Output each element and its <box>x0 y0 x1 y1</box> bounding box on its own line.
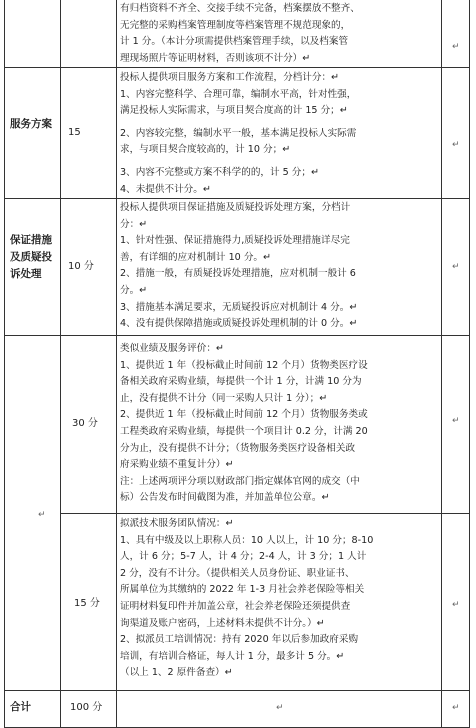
cell-end-mark: ↵ <box>452 262 460 272</box>
row-divider <box>4 690 470 691</box>
content-line: 2、拟派员工培训情况：持有 2020 年以后参加政府采购 <box>120 634 359 646</box>
content-line: 4、未提供不计分。↵ <box>120 183 211 195</box>
content-line: 人，计 6 分；5-7 人，计 4 分；2-4 人，计 3 分；1 人计 <box>120 551 367 563</box>
content-line: 求，与项目契合度较高的，计 10 分；↵ <box>120 144 291 156</box>
content-line: （以上 1、2 原件备查）↵ <box>120 667 233 679</box>
content-line: 备相关政府采购业绩，每提供一个计 1 分，计满 10 分为 <box>120 376 362 388</box>
content-line: 计 1 分。（本计分项需提供档案管理手续，以及档案管 <box>120 36 349 48</box>
content-line: 3、内容不完整或方案不科学的的，计 5 分；↵ <box>120 166 320 178</box>
table-divider-score <box>116 0 117 728</box>
cell-end-mark: ↵ <box>452 600 460 610</box>
content-line: 2、内容较完整，编制水平一般，基本满足投标人实际需 <box>120 127 357 139</box>
total-label: 合计 <box>10 701 31 713</box>
row-divider <box>4 67 470 68</box>
content-line: 1、针对性强、保证措施得力,质疑投诉处理措施详尽完 <box>120 235 350 247</box>
content-line: 询渠道及账户密码，上述材料未提供不计分。）↵ <box>120 617 325 629</box>
content-line: 投标人提供项目保证措施及质疑投诉处理方案，分档计 <box>120 202 351 213</box>
content-line: 府采购业绩不重复计分）↵ <box>120 459 234 471</box>
row-divider-partial <box>60 513 470 514</box>
score-value: 10 分 <box>68 261 94 272</box>
cell-end-mark: ↵ <box>452 703 460 713</box>
content-line: 证明材料复印件并加盖公章，社会养老保险还须提供查 <box>120 600 351 612</box>
content-line: 培训，有培训合格证，每人计 1 分，最多计 5 分。↵ <box>120 650 345 662</box>
total-score: 100 分 <box>70 702 103 713</box>
content-line: 1、内容完整科学、合理可靠，编制水平高，针对性强， <box>120 88 357 100</box>
score-value: 15 <box>68 127 81 138</box>
cell-end-mark: ↵ <box>38 510 46 520</box>
content-line: 2、措施一般，有质疑投诉处理措施，应对机制一般计 6 <box>120 268 356 280</box>
content-line: 工程类政府采购业绩，每提供一个项目计 0.2 分，计满 20 <box>120 425 368 437</box>
content-cell <box>120 516 440 689</box>
row-divider <box>4 335 470 336</box>
content-line: 4、没有提供保障措施或质疑投诉处理机制的计 0 分。↵ <box>120 318 358 330</box>
cell-end-mark: ↵ <box>452 42 460 52</box>
content-line: 有归档资料不齐全、交接手续不完备，档案摆放不整齐、 <box>120 3 360 14</box>
content-line: 注：上述两项评分项以财政部门指定媒体官网的成交（中 <box>120 475 360 487</box>
content-line: 2、提供近 1 年（投标截止时间前 12 个月）货物服务类或 <box>120 409 368 421</box>
content-line: 无完整的采购档案管理制度等档案管理不规范现象的， <box>120 19 351 31</box>
content-line: 所属单位为其缴纳的 2022 年 1-3 月社会养老保险等相关 <box>120 584 365 596</box>
cell-end-mark: ↵ <box>452 416 460 426</box>
cell-end-mark: ↵ <box>276 703 284 713</box>
table-divider-category <box>60 0 61 728</box>
content-line: 善，有详细的应对机制计 10 分。↵ <box>120 251 272 263</box>
content-cell <box>120 70 440 198</box>
score-value: 15 分 <box>74 598 100 609</box>
content-line: 分。↵ <box>120 284 148 296</box>
content-cell <box>120 341 440 513</box>
content-line: 2 分，没有不计分。（提供相关人员身份证、职业证书、 <box>120 567 355 579</box>
content-line: 1、具有中级及以上职称人员：10 人以上，计 10 分；8-10 <box>120 534 374 546</box>
category-label: 保证措施及质疑投诉处理 <box>10 234 52 280</box>
content-line: 满足投标人实际需求，与项目契合度高的计 15 分；↵ <box>120 105 348 117</box>
content-line: 标）公告发布时间截图为准，并加盖单位公章。↵ <box>120 492 330 504</box>
content-line: 1、提供近 1 年（投标截止时间前 12 个月）货物类医疗设 <box>120 359 368 371</box>
content-line: 理现场照片等证明材料，否则该项不计分）↵ <box>120 52 311 64</box>
content-cell <box>120 1 440 67</box>
table-divider-content <box>441 0 442 728</box>
cell-end-mark: ↵ <box>452 140 460 150</box>
table-border-right <box>469 0 470 728</box>
content-line: 类似业绩及服务评价：↵ <box>120 343 224 354</box>
category-label: 服务方案 <box>10 118 52 130</box>
row-divider <box>4 198 470 199</box>
content-cell <box>120 200 440 334</box>
content-line: 投标人提供项目服务方案和工作流程，分档计分：↵ <box>120 72 340 83</box>
score-value: 30 分 <box>72 418 98 429</box>
table-border-left <box>4 0 5 728</box>
content-line: 3、措施基本满足要求，无质疑投诉应对机制计 4 分。↵ <box>120 301 358 313</box>
content-line: 分为止，没有提供不计分；（货物服务类医疗设备相关政 <box>120 442 356 454</box>
scoring-table <box>4 0 470 728</box>
content-line: 分：↵ <box>120 218 148 230</box>
content-line: 拟派技术服务团队情况：↵ <box>120 518 234 529</box>
content-line: 止，没有提供不计分（同一采购人只计 1 分）；↵ <box>120 392 328 404</box>
